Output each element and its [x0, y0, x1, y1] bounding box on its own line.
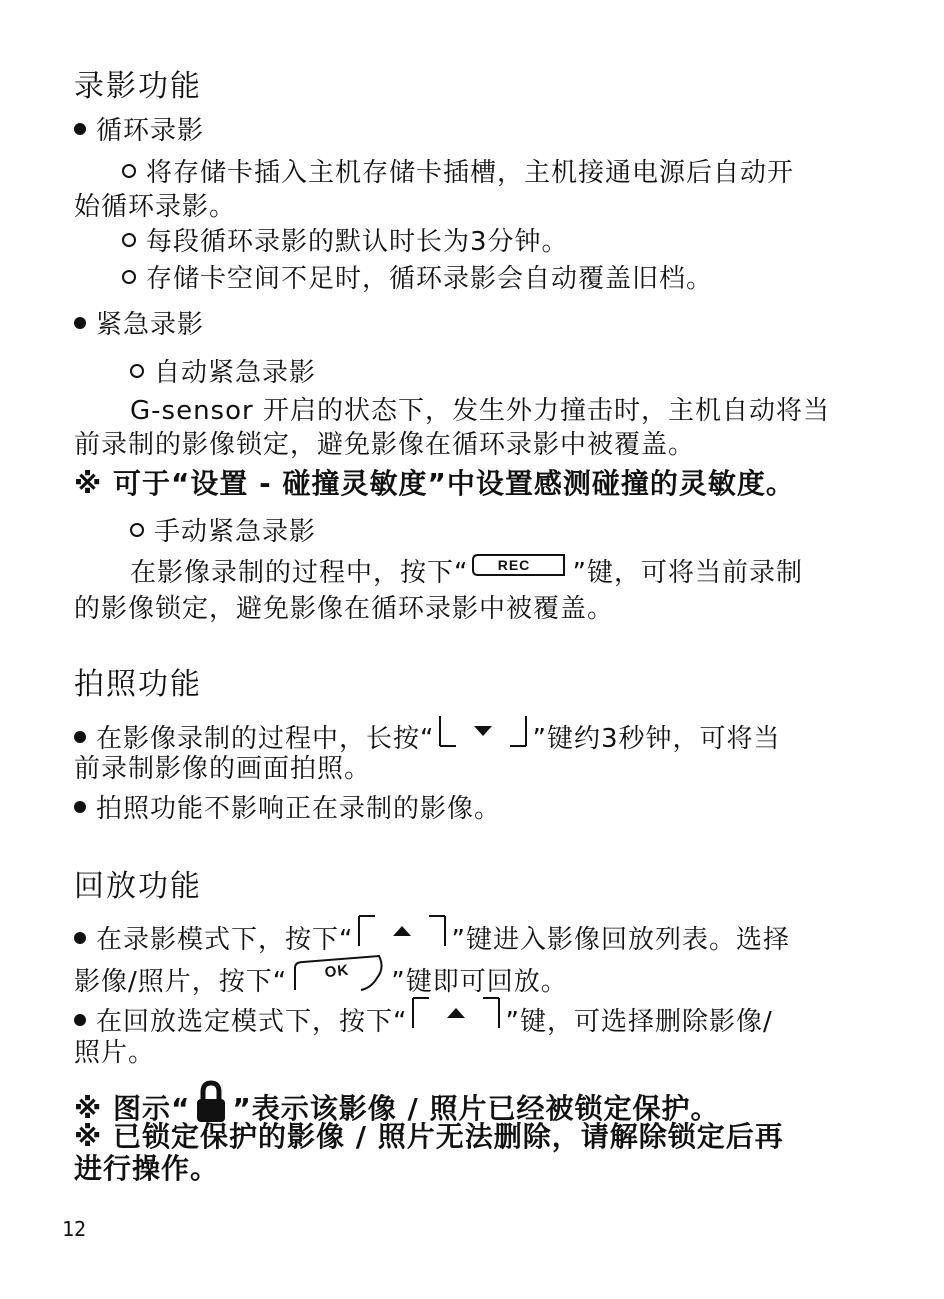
- loop-item-1: [122, 156, 794, 190]
- circle-bullet-icon: [130, 364, 144, 378]
- circle-bullet-icon: [122, 270, 136, 284]
- manual-emergency-item: [130, 515, 316, 549]
- playback-p1b-pre: 影像/照片，按下“: [74, 967, 288, 997]
- rec-key-label: REC: [498, 557, 531, 573]
- playback-item-1: [74, 918, 790, 963]
- circle-bullet-icon: [122, 233, 136, 247]
- bullet-dot-icon: [74, 123, 86, 135]
- loop-p3: 存储卡空间不足时，循环录影会自动覆盖旧档。: [146, 264, 714, 294]
- photo-item-2: [74, 792, 501, 826]
- playback-p2b: 照片。: [74, 1038, 156, 1068]
- manual-title: 手动紧急录影: [154, 517, 317, 547]
- up-key-icon: [357, 914, 447, 959]
- playback-p2-post: ”键，可选择删除影像/: [505, 1007, 773, 1037]
- rec-key-icon: [472, 552, 568, 587]
- bullet-loop-record: [74, 114, 204, 148]
- playback-p1b-post: ”键即可回放。: [391, 967, 568, 997]
- ok-key-icon: [291, 954, 387, 1003]
- section-title-photo: 拍照功能: [74, 667, 202, 702]
- down-key-icon: [438, 712, 528, 759]
- bullet-dot-icon: [74, 731, 86, 743]
- loop-p1a: 将存储卡插入主机存储卡插槽，主机接通电源后自动开: [146, 158, 795, 188]
- auto-title: 自动紧急录影: [154, 358, 317, 388]
- ok-key-label: OK: [324, 961, 351, 982]
- loop-p1b: 始循环录影。: [74, 192, 237, 222]
- auto-emergency-item: [130, 356, 316, 390]
- photo-p1b: 前录制影像的画面拍照。: [74, 754, 372, 784]
- playback-p2-pre: 在回放选定模式下，按下“: [96, 1007, 408, 1037]
- photo-p2: 拍照功能不影响正在录制的影像。: [96, 794, 502, 824]
- loop-item-2: [122, 225, 569, 259]
- manual-p1: [130, 556, 803, 591]
- emergency-title: 紧急录影: [96, 310, 205, 340]
- circle-bullet-icon: [122, 164, 136, 178]
- loop-p2: 每段循环录影的默认时长为3分钟。: [146, 227, 569, 257]
- section-title-record: 录影功能: [74, 69, 202, 104]
- photo-p1-pre: 在影像录制的过程中，长按“: [96, 724, 435, 754]
- manual-p1-pre: 在影像录制的过程中，按下“: [130, 558, 469, 588]
- bullet-emergency-record: [74, 308, 204, 342]
- note-sensitivity: ※ 可于“设置 - 碰撞灵敏度”中设置感测碰撞的灵敏度。: [74, 467, 795, 500]
- loop-title: 循环录影: [96, 116, 205, 146]
- playback-item-2: [74, 1000, 773, 1045]
- bullet-dot-icon: [74, 932, 86, 944]
- loop-item-3: [122, 262, 713, 296]
- auto-p1a: G-sensor 开启的状态下，发生外力撞击时，主机自动将当: [130, 396, 830, 426]
- manual-p1-post: ”键，可将当前录制: [572, 558, 803, 588]
- page-number: 12: [62, 1217, 87, 1241]
- bullet-dot-icon: [74, 1014, 86, 1026]
- auto-p1b: 前录制的影像锁定，避免影像在循环录影中被覆盖。: [74, 430, 696, 460]
- manual-p1b: 的影像锁定，避免影像在循环录影中被覆盖。: [74, 594, 615, 624]
- circle-bullet-icon: [130, 523, 144, 537]
- bullet-dot-icon: [74, 801, 86, 813]
- bullet-dot-icon: [74, 317, 86, 329]
- note-delete-a: ※ 已锁定保护的影像 / 照片无法删除，请解除锁定后再: [74, 1120, 784, 1153]
- section-title-playback: 回放功能: [74, 869, 202, 904]
- playback-p1-pre: 在录影模式下，按下“: [96, 925, 354, 955]
- note-delete-b: 进行操作。: [74, 1152, 220, 1185]
- up-key-icon: [411, 996, 501, 1041]
- note-lock-post: ”表示该影像 / 照片已经被锁定保护。: [232, 1092, 720, 1125]
- note-lock-pre: ※ 图示“: [74, 1092, 191, 1125]
- playback-p1-post: ”键进入影像回放列表。选择: [451, 925, 790, 955]
- photo-p1-post: ”键约3秒钟，可将当: [532, 724, 781, 754]
